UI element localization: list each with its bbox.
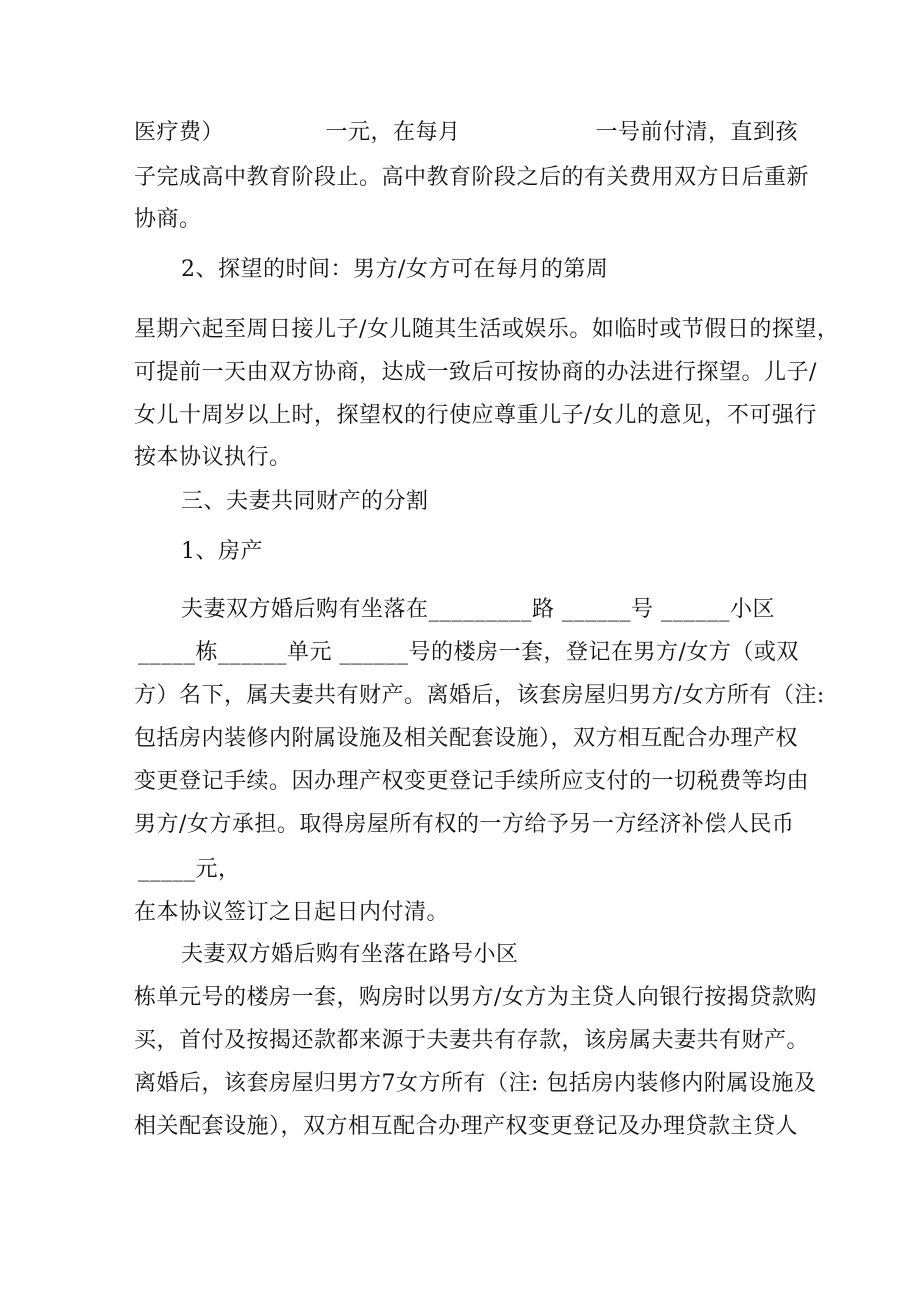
- paragraph-line: 协商。: [134, 207, 202, 232]
- paragraph-line: 离婚后，该套房屋归男方7女方所有（注: 包括房内装修内附属设施及: [134, 1071, 817, 1096]
- paragraph-line: 包括房内装修内附属设施及相关配套设施），双方相互配合办理产权: [134, 726, 799, 751]
- paragraph-line: 医疗费） 一元，在每月 一号前付清，直到孩: [134, 120, 799, 145]
- paragraph-line: 可提前一天由双方协商，达成一致后可按协商的办法进行探望。儿子/: [134, 360, 817, 385]
- paragraph-line: 女儿十周岁以上时，探望权的行使应尊重儿子/女儿的意见，不可强行: [134, 403, 817, 428]
- paragraph-line: 方）名下，属夫妻共有财产。离婚后，该套房屋归男方/女方所有（注:: [134, 683, 825, 708]
- paragraph-line: 变更登记手续。因办理产权变更登记手续所应支付的一切税费等均由: [134, 769, 810, 794]
- subsection-heading: 1、房产: [181, 539, 263, 564]
- section-heading: 三、夫妻共同财产的分割: [181, 489, 429, 514]
- paragraph-line: 夫妻双方婚后购有坐落在路号小区: [181, 942, 519, 967]
- paragraph-line: _____元，: [138, 857, 241, 882]
- paragraph-line: 男方/女方承担。取得房屋所有权的一方给予另一方经济补偿人民币: [134, 812, 795, 837]
- paragraph-line: 在本协议签订之日起日内付清。: [134, 900, 450, 925]
- clause-heading: 2、探望的时间：男方/女方可在每月的第周: [181, 257, 609, 282]
- paragraph-line: 星期六起至周日接儿子/女儿随其生活或娱乐。如临时或节假日的探望，: [134, 317, 840, 342]
- paragraph-line: 买，首付及按揭还款都来源于夫妻共有存款，该房属夫妻共有财产。: [134, 1028, 810, 1053]
- paragraph-line: 夫妻双方婚后购有坐落在_________路 ______号 ______小区: [181, 597, 775, 622]
- paragraph-line: 按本协议执行。: [134, 445, 292, 470]
- paragraph-line: 栋单元号的楼房一套，购房时以男方/女方为主贷人向银行按揭贷款购: [134, 985, 817, 1010]
- paragraph-line: 相关配套设施），双方相互配合办理产权变更登记及办理贷款主贷人: [134, 1114, 799, 1139]
- paragraph-line: 子完成高中教育阶段止。高中教育阶段之后的有关费用双方日后重新: [134, 165, 810, 190]
- paragraph-line: _____栋______单元 ______号的楼房一套，登记在男方/女方（或双: [138, 640, 799, 665]
